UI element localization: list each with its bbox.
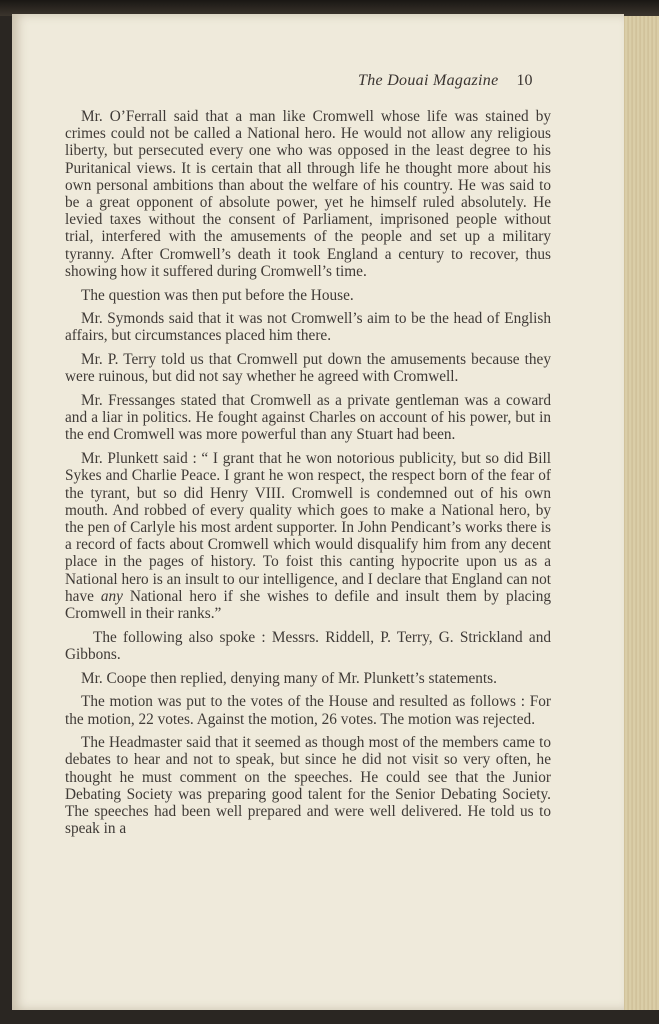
paragraph-coope: Mr. Coope then replied, denying many of Mr. Plunkett’s statements. bbox=[81, 669, 497, 687]
paragraph-plunkett bbox=[65, 450, 551, 622]
paragraph-headmaster: The Headmaster said that it seemed as though most of the members came to debates to hear and not to speak, but since he did not visit so very often, he thought he must comment on the speeches. He could see that the Junior Debating Society was preparing good talent for the Senior Debating Society. The speeches had been well prepared and were well delivered. He told us to speak in a bbox=[65, 734, 551, 838]
paragraph-terry: Mr. P. Terry told us that Cromwell put down the amusements because they were ruinous, but did not say whether he agreed with Cromwell. bbox=[65, 351, 551, 386]
article-body bbox=[65, 108, 551, 844]
paragraph-question: The question was then put before the House. bbox=[81, 286, 354, 304]
paragraph-symonds: Mr. Symonds said that it was not Cromwell’s aim to be the head of English affairs, but circumstances placed him there. bbox=[65, 310, 551, 345]
paragraph-others: The following also spoke : Messrs. Riddell, P. Terry, G. Strickland and Gibbons. bbox=[65, 628, 551, 663]
paragraph-fressanges: Mr. Fressanges stated that Cromwell as a private gentleman was a coward and a liar in politics. He fought against Charles on account of his power, but in the end Cromwell was more powerful than any Stuart had been. bbox=[65, 392, 551, 444]
book-page-edges bbox=[618, 16, 659, 1010]
plunkett-text-end: National hero if she wishes to defile and insult them by placing Cromwell in their ranks.” bbox=[65, 587, 551, 622]
paragraph-vote: The motion was put to the votes of the House and resulted as follows : For the motion, 22 votes. Against the motion, 26 votes. The motion was rejected. bbox=[65, 693, 551, 728]
magazine-title: The Douai Magazine bbox=[358, 72, 499, 89]
plunkett-text-start: Mr. Plunkett said : “ I grant that he won notorious publicity, but so did Bill Sykes and Charlie Peace. I grant he won respect, the respect born of the fear of the tyrant, but so did Henry VIII. Cromwell is condemned out of his own mouth. And robbed of every quality which goes to make a National hero, by the pen of Carlyle his most ardent supporter. In John Pendicant’s works there is a record of facts about Cromwell which would disqualify him from any decent place in the pages of history. To foist this canting hypocrite upon us as a National hero is an insult to our intelligence, and I declare that England can not have bbox=[65, 450, 551, 605]
paragraph-ferrall: Mr. O’Ferrall said that a man like Cromwell whose life was stained by crimes could not be called a National hero. He would not allow any religious liberty, but persecuted every one who was opposed in the least degree to his Puritanical views. It is certain that all through life he thought more about his own personal ambitions than about the welfare of his country. He was said to be a great opponent of absolute power, yet he himself ruled absolutely. He levied taxes without the consent of Parliament, imprisoned people without trial, interfered with the amusements of the people and set up a military tyranny. After Cromwell’s death it took England a century to recover, thus showing how it suffered during Cromwell’s time. bbox=[65, 108, 551, 280]
plunkett-emphasis: any bbox=[100, 587, 123, 605]
running-header bbox=[358, 72, 548, 90]
page-number: 10 bbox=[516, 72, 533, 89]
